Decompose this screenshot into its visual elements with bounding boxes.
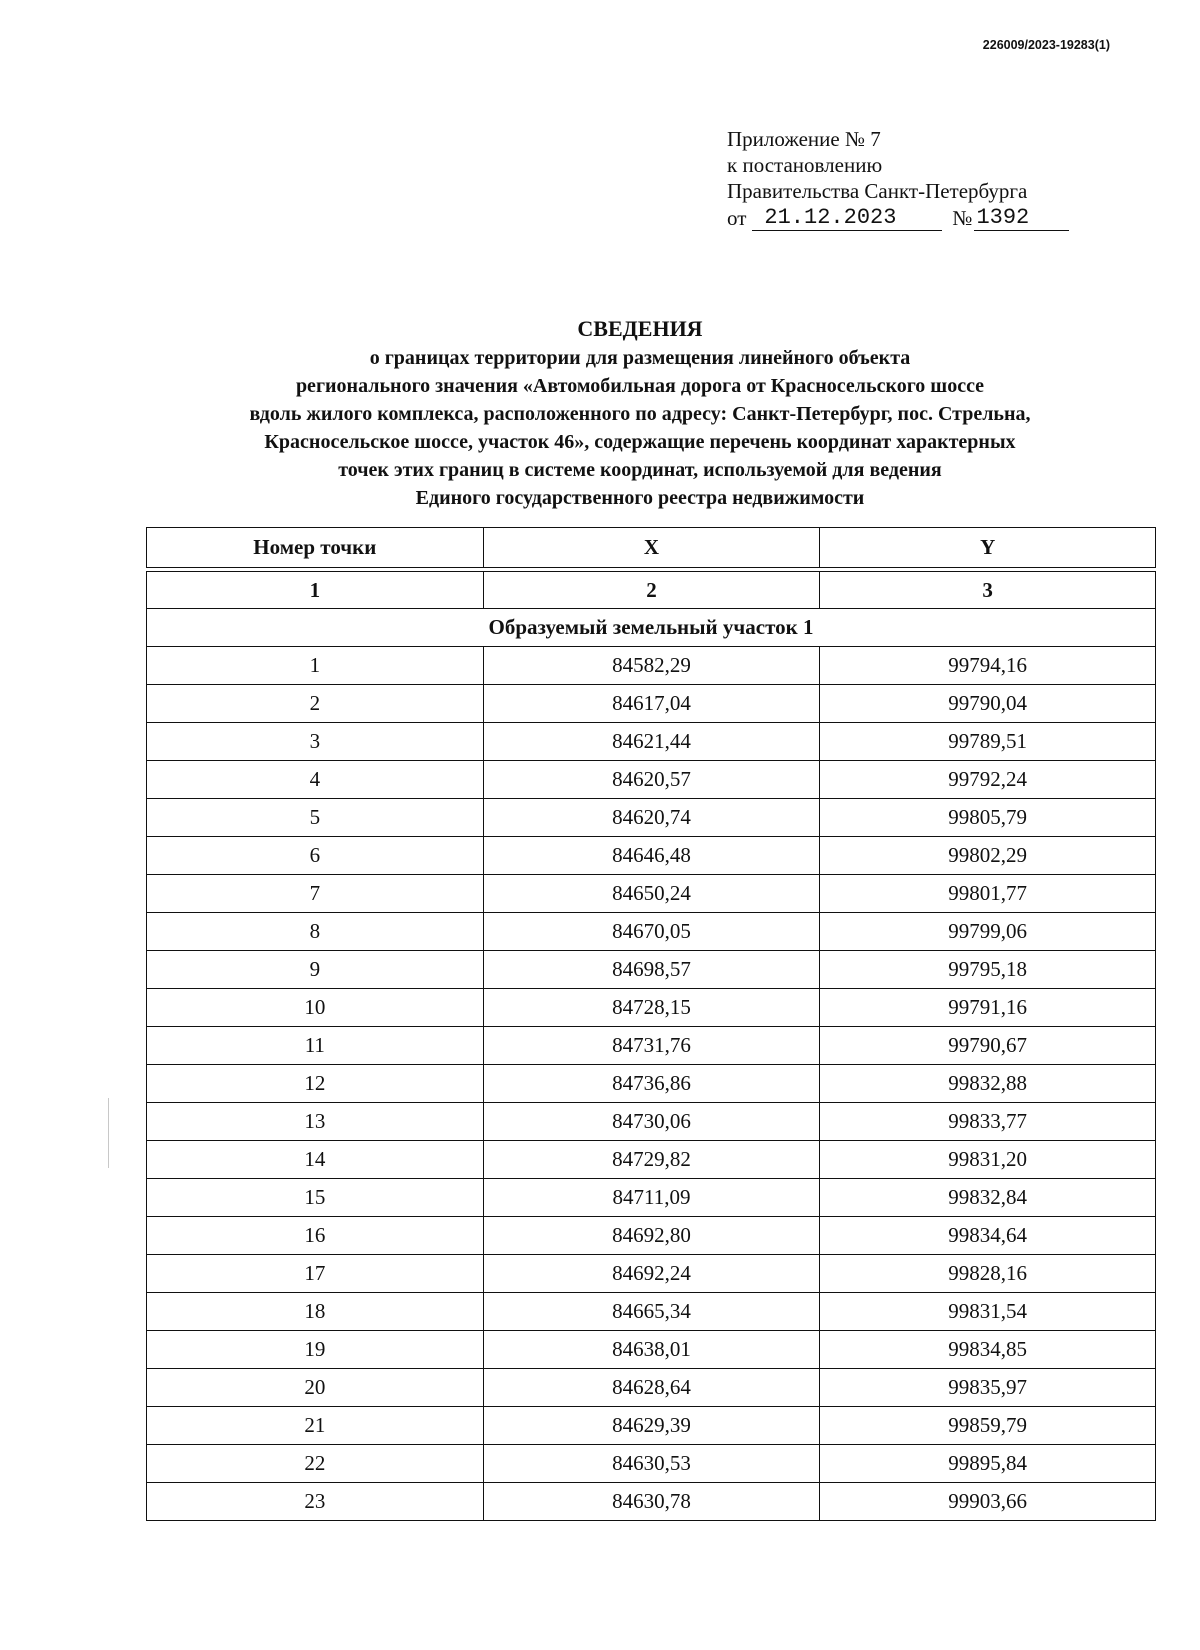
scan-artifact-line xyxy=(108,1098,109,1168)
x-coordinate-cell: 84692,24 xyxy=(483,1255,820,1293)
x-coordinate-cell: 84711,09 xyxy=(483,1179,820,1217)
x-coordinate-cell: 84729,82 xyxy=(483,1141,820,1179)
y-coordinate-cell: 99903,66 xyxy=(820,1483,1156,1521)
appendix-resolution: к постановлению xyxy=(727,153,883,177)
y-coordinate-cell: 99789,51 xyxy=(820,723,1156,761)
point-number-cell: 10 xyxy=(147,989,484,1027)
header-y: Y xyxy=(820,528,1156,568)
table-row xyxy=(147,989,1156,1027)
column-number-row xyxy=(147,572,1156,609)
x-coordinate-cell: 84665,34 xyxy=(483,1293,820,1331)
title-line: Красносельское шоссе, участок 46», содержащие перечень координат характерных xyxy=(264,431,1016,453)
table-row xyxy=(147,761,1156,799)
table-header-row xyxy=(147,528,1156,568)
table-row xyxy=(147,723,1156,761)
from-label: от xyxy=(727,206,747,230)
coordinates-table xyxy=(146,527,1156,1521)
x-coordinate-cell: 84617,04 xyxy=(483,685,820,723)
point-number-cell: 19 xyxy=(147,1331,484,1369)
point-number-cell: 11 xyxy=(147,1027,484,1065)
x-coordinate-cell: 84692,80 xyxy=(483,1217,820,1255)
appendix-block xyxy=(727,126,1087,231)
y-coordinate-cell: 99834,85 xyxy=(820,1331,1156,1369)
table-row xyxy=(147,1369,1156,1407)
point-number-cell: 22 xyxy=(147,1445,484,1483)
table-row xyxy=(147,1331,1156,1369)
document-title xyxy=(140,314,1140,512)
point-number-cell: 12 xyxy=(147,1065,484,1103)
table-row xyxy=(147,1141,1156,1179)
resolution-date: 21.12.2023 xyxy=(752,206,942,231)
point-number-cell: 14 xyxy=(147,1141,484,1179)
point-number-cell: 6 xyxy=(147,837,484,875)
y-coordinate-cell: 99828,16 xyxy=(820,1255,1156,1293)
point-number-cell: 3 xyxy=(147,723,484,761)
point-number-cell: 13 xyxy=(147,1103,484,1141)
appendix-government: Правительства Санкт-Петербурга xyxy=(727,179,1028,203)
section-row xyxy=(147,609,1156,647)
title-line: о границах территории для размещения линейного объекта xyxy=(369,347,911,369)
title-line: Единого государственного реестра недвижимости xyxy=(415,487,865,509)
y-coordinate-cell: 99790,04 xyxy=(820,685,1156,723)
x-coordinate-cell: 84630,78 xyxy=(483,1483,820,1521)
title-line: регионального значения «Автомобильная дорога от Красносельского шоссе xyxy=(295,375,985,397)
x-coordinate-cell: 84698,57 xyxy=(483,951,820,989)
point-number-cell: 2 xyxy=(147,685,484,723)
y-coordinate-cell: 99859,79 xyxy=(820,1407,1156,1445)
section-title: Образуемый земельный участок 1 xyxy=(147,609,1156,647)
table-row xyxy=(147,1407,1156,1445)
title-line: точек этих границ в системе координат, используемой для ведения xyxy=(338,459,942,481)
x-coordinate-cell: 84630,53 xyxy=(483,1445,820,1483)
table-row xyxy=(147,1445,1156,1483)
point-number-cell: 7 xyxy=(147,875,484,913)
y-coordinate-cell: 99791,16 xyxy=(820,989,1156,1027)
point-number-cell: 5 xyxy=(147,799,484,837)
table-row xyxy=(147,1103,1156,1141)
x-coordinate-cell: 84621,44 xyxy=(483,723,820,761)
x-coordinate-cell: 84638,01 xyxy=(483,1331,820,1369)
point-number-cell: 23 xyxy=(147,1483,484,1521)
column-number: 1 xyxy=(147,572,484,609)
point-number-cell: 17 xyxy=(147,1255,484,1293)
y-coordinate-cell: 99794,16 xyxy=(820,647,1156,685)
y-coordinate-cell: 99801,77 xyxy=(820,875,1156,913)
table-row xyxy=(147,837,1156,875)
appendix-date-row xyxy=(727,205,1087,231)
table-row xyxy=(147,799,1156,837)
table-body xyxy=(147,647,1156,1521)
point-number-cell: 21 xyxy=(147,1407,484,1445)
y-coordinate-cell: 99832,88 xyxy=(820,1065,1156,1103)
title-line: вдоль жилого комплекса, расположенного по адресу: Санкт-Петербург, пос. Стрельна, xyxy=(249,403,1031,425)
number-label: № xyxy=(952,206,973,230)
y-coordinate-cell: 99834,64 xyxy=(820,1217,1156,1255)
point-number-cell: 20 xyxy=(147,1369,484,1407)
table-row xyxy=(147,1179,1156,1217)
table-row xyxy=(147,1483,1156,1521)
x-coordinate-cell: 84620,57 xyxy=(483,761,820,799)
table-row xyxy=(147,875,1156,913)
x-coordinate-cell: 84728,15 xyxy=(483,989,820,1027)
x-coordinate-cell: 84650,24 xyxy=(483,875,820,913)
point-number-cell: 1 xyxy=(147,647,484,685)
x-coordinate-cell: 84646,48 xyxy=(483,837,820,875)
x-coordinate-cell: 84620,74 xyxy=(483,799,820,837)
x-coordinate-cell: 84731,76 xyxy=(483,1027,820,1065)
y-coordinate-cell: 99805,79 xyxy=(820,799,1156,837)
title-heading: СВЕДЕНИЯ xyxy=(577,316,703,341)
header-point-number: Номер точки xyxy=(147,528,484,568)
table-row xyxy=(147,685,1156,723)
point-number-cell: 16 xyxy=(147,1217,484,1255)
x-coordinate-cell: 84582,29 xyxy=(483,647,820,685)
appendix-number: Приложение № 7 xyxy=(727,127,881,151)
point-number-cell: 18 xyxy=(147,1293,484,1331)
table-row xyxy=(147,1217,1156,1255)
point-number-cell: 8 xyxy=(147,913,484,951)
resolution-number: 1392 xyxy=(974,206,1069,231)
table-row xyxy=(147,1065,1156,1103)
y-coordinate-cell: 99832,84 xyxy=(820,1179,1156,1217)
x-coordinate-cell: 84730,06 xyxy=(483,1103,820,1141)
x-coordinate-cell: 84736,86 xyxy=(483,1065,820,1103)
table-row xyxy=(147,1293,1156,1331)
table-row xyxy=(147,913,1156,951)
y-coordinate-cell: 99792,24 xyxy=(820,761,1156,799)
y-coordinate-cell: 99831,20 xyxy=(820,1141,1156,1179)
point-number-cell: 4 xyxy=(147,761,484,799)
point-number-cell: 9 xyxy=(147,951,484,989)
y-coordinate-cell: 99833,77 xyxy=(820,1103,1156,1141)
table-row xyxy=(147,1255,1156,1293)
y-coordinate-cell: 99835,97 xyxy=(820,1369,1156,1407)
y-coordinate-cell: 99799,06 xyxy=(820,913,1156,951)
document-id: 226009/2023-19283(1) xyxy=(982,38,1110,52)
table-row xyxy=(147,647,1156,685)
column-number: 2 xyxy=(483,572,820,609)
column-number: 3 xyxy=(820,572,1156,609)
y-coordinate-cell: 99895,84 xyxy=(820,1445,1156,1483)
header-x: X xyxy=(483,528,820,568)
y-coordinate-cell: 99802,29 xyxy=(820,837,1156,875)
point-number-cell: 15 xyxy=(147,1179,484,1217)
y-coordinate-cell: 99795,18 xyxy=(820,951,1156,989)
table-row xyxy=(147,951,1156,989)
y-coordinate-cell: 99831,54 xyxy=(820,1293,1156,1331)
x-coordinate-cell: 84628,64 xyxy=(483,1369,820,1407)
x-coordinate-cell: 84629,39 xyxy=(483,1407,820,1445)
table-row xyxy=(147,1027,1156,1065)
x-coordinate-cell: 84670,05 xyxy=(483,913,820,951)
y-coordinate-cell: 99790,67 xyxy=(820,1027,1156,1065)
